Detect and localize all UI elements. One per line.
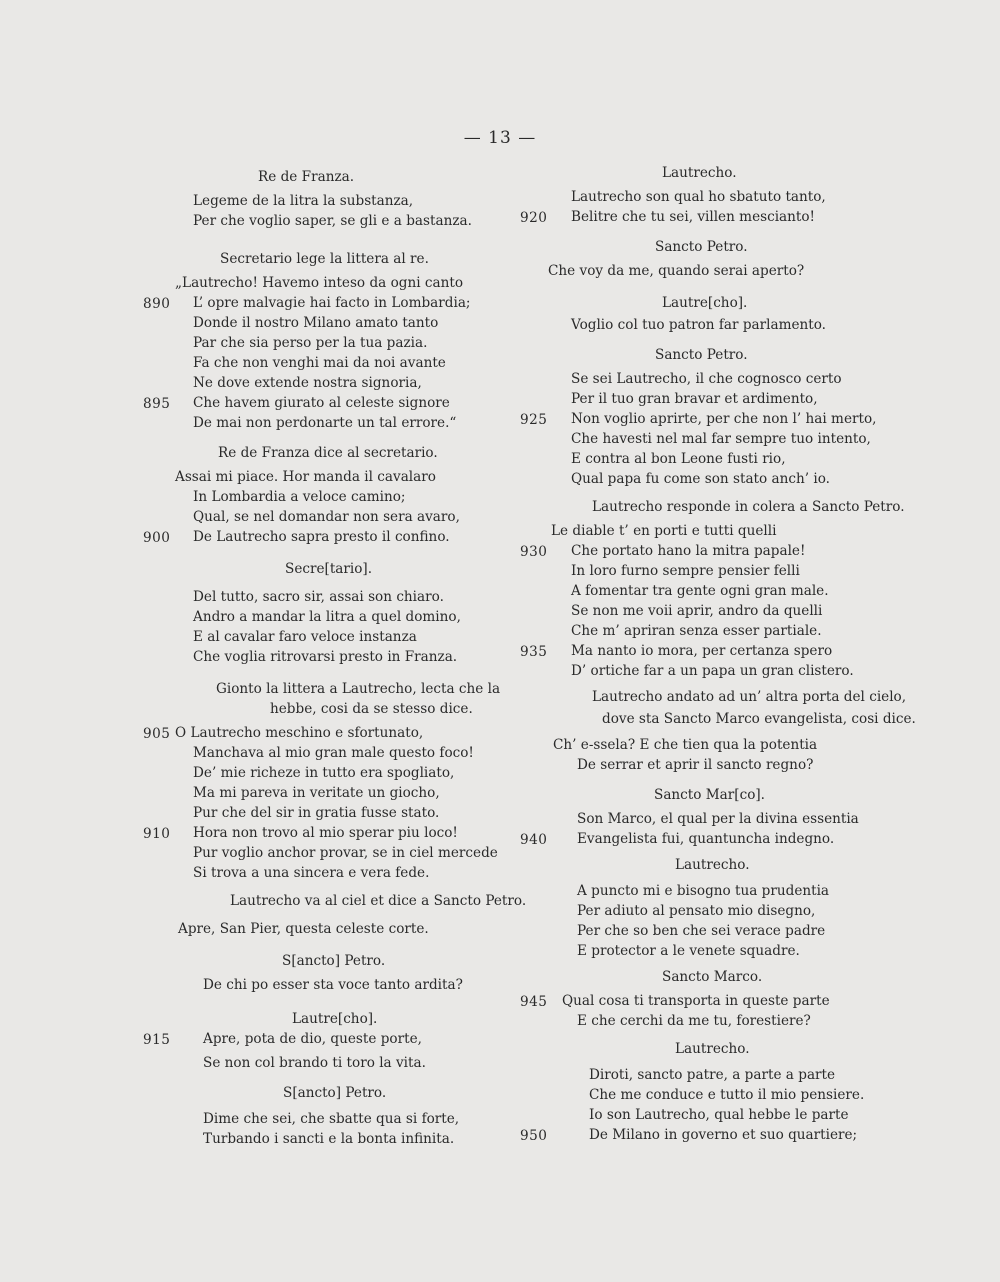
speaker-heading: S[ancto] Petro. bbox=[283, 1085, 387, 1101]
verse-line: De serrar et aprir il sancto regno? bbox=[577, 757, 814, 773]
verse-line: Pur che del sir in gratia fusse stato. bbox=[193, 805, 440, 821]
speaker-heading: Sancto Marco. bbox=[662, 969, 763, 985]
verse-line: Manchava al mio gran male questo foco! bbox=[193, 745, 474, 761]
line-number: 895 bbox=[143, 396, 171, 412]
verse-line: L’ opre malvagie hai facto in Lombardia; bbox=[193, 295, 471, 311]
verse-line: D’ ortiche far a un papa un gran clistero. bbox=[571, 663, 854, 679]
verse-line: Evangelista fui, quantuncha indegno. bbox=[577, 831, 835, 847]
page-number: — 13 — bbox=[463, 128, 537, 148]
speaker-heading: S[ancto] Petro. bbox=[282, 953, 386, 969]
verse-line: Per che so ben che sei verace padre bbox=[577, 923, 826, 939]
speaker-heading: Sancto Mar[co]. bbox=[654, 787, 766, 803]
speaker-heading: dove sta Sancto Marco evangelista, cosi dice. bbox=[602, 711, 916, 727]
speaker-heading: Sancto Petro. bbox=[655, 239, 748, 255]
verse-line: Le diable t’ en porti e tutti quelli bbox=[551, 523, 777, 539]
verse-line: Andro a mandar la litra a quel domino, bbox=[193, 609, 461, 625]
verse-line: Ch’ e-ssela? E che tien qua la potentia bbox=[553, 737, 818, 753]
verse-line: Assai mi piace. Hor manda il cavalaro bbox=[175, 469, 436, 485]
verse-line: E al cavalar faro veloce instanza bbox=[193, 629, 417, 645]
verse-line: Belitre che tu sei, villen mescianto! bbox=[571, 209, 816, 225]
verse-line: Qual, se nel domandar non sera avaro, bbox=[193, 509, 460, 525]
verse-line: Per il tuo gran bravar et ardimento, bbox=[571, 391, 818, 407]
verse-line: De mai non perdonarte un tal errore.“ bbox=[193, 415, 457, 431]
verse-line: Che me conduce e tutto il mio pensiere. bbox=[589, 1087, 865, 1103]
verse-line: Donde il nostro Milano amato tanto bbox=[193, 315, 439, 331]
verse-line: Che havesti nel mal far sempre tuo intento, bbox=[571, 431, 871, 447]
verse-line: In loro furno sempre pensier felli bbox=[571, 563, 800, 579]
verse-line: Io son Lautrecho, qual hebbe le parte bbox=[589, 1107, 849, 1123]
verse-line: De’ mie richeze in tutto era spogliato, bbox=[193, 765, 455, 781]
verse-line: E protector a le venete squadre. bbox=[577, 943, 800, 959]
verse-line: Turbando i sancti e la bonta infinita. bbox=[203, 1131, 455, 1147]
verse-line: Pur voglio anchor provar, se in ciel mercede bbox=[193, 845, 498, 861]
verse-line: Fa che non venghi mai da noi avante bbox=[193, 355, 446, 371]
verse-line: Apre, pota de dio, queste porte, bbox=[203, 1031, 422, 1047]
verse-line: O Lautrecho meschino e sfortunato, bbox=[175, 725, 424, 741]
speaker-heading: Re de Franza. bbox=[258, 169, 355, 185]
verse-line: Apre, San Pier, questa celeste corte. bbox=[178, 921, 429, 937]
verse-line: Se non me voii aprir, andro da quelli bbox=[571, 603, 823, 619]
verse-line: Che m’ apriran senza esser partiale. bbox=[571, 623, 822, 639]
verse-line: „Lautrecho! Havemo inteso da ogni canto bbox=[175, 275, 463, 291]
verse-line: A puncto mi e bisogno tua prudentia bbox=[577, 883, 830, 899]
line-number: 900 bbox=[143, 530, 171, 546]
line-number: 905 bbox=[143, 726, 171, 742]
verse-line: Che voy da me, quando serai aperto? bbox=[548, 263, 805, 279]
speaker-heading: Secretario lege la littera al re. bbox=[220, 251, 429, 267]
verse-line: Se sei Lautrecho, il che cognosco certo bbox=[571, 371, 842, 387]
verse-line: In Lombardia a veloce camino; bbox=[193, 489, 406, 505]
verse-line: Voglio col tuo patron far parlamento. bbox=[571, 317, 827, 333]
line-number: 935 bbox=[520, 644, 548, 660]
verse-line: Qual papa fu come son stato anch’ io. bbox=[571, 471, 830, 487]
speaker-heading: Lautrecho andato ad un’ altra porta del cielo, bbox=[592, 689, 907, 705]
verse-line: De Milano in governo et suo quartiere; bbox=[589, 1127, 858, 1143]
verse-line: Se non col brando ti toro la vita. bbox=[203, 1055, 426, 1071]
line-number: 920 bbox=[520, 210, 548, 226]
speaker-heading: Lautrecho va al ciel et dice a Sancto Petro. bbox=[230, 893, 527, 909]
line-number: 915 bbox=[143, 1032, 171, 1048]
verse-line: Son Marco, el qual per la divina essentia bbox=[577, 811, 859, 827]
speaker-heading: Lautrecho. bbox=[675, 1041, 750, 1057]
verse-line: Diroti, sancto patre, a parte a parte bbox=[589, 1067, 836, 1083]
speaker-heading: Lautrecho responde in colera a Sancto Petro. bbox=[592, 499, 905, 515]
verse-line: Dime che sei, che sbatte qua si forte, bbox=[203, 1111, 460, 1127]
speaker-heading: Lautrecho. bbox=[675, 857, 750, 873]
verse-line: Hora non trovo al mio sperar piu loco! bbox=[193, 825, 458, 841]
verse-line: Del tutto, sacro sir, assai son chiaro. bbox=[193, 589, 444, 605]
verse-line: Qual cosa ti transporta in queste parte bbox=[562, 993, 830, 1009]
verse-line: Per adiuto al pensato mio disegno, bbox=[577, 903, 816, 919]
speaker-heading: Secre[tario]. bbox=[285, 561, 373, 577]
speaker-heading: Gionto la littera a Lautrecho, lecta che la bbox=[216, 681, 501, 697]
verse-line: Si trova a una sincera e vera fede. bbox=[193, 865, 430, 881]
speaker-heading: hebbe, cosi da se stesso dice. bbox=[270, 701, 473, 717]
verse-line: Par che sia perso per la tua pazia. bbox=[193, 335, 428, 351]
line-number: 925 bbox=[520, 412, 548, 428]
line-number: 890 bbox=[143, 296, 171, 312]
verse-line: Ne dove extende nostra signoria, bbox=[193, 375, 422, 391]
speaker-heading: Sancto Petro. bbox=[655, 347, 748, 363]
verse-line: Non voglio aprirte, per che non l’ hai merto, bbox=[571, 411, 877, 427]
line-number: 930 bbox=[520, 544, 548, 560]
speaker-heading: Lautrecho. bbox=[662, 165, 737, 181]
verse-line: Legeme de la litra la substanza, bbox=[193, 193, 414, 209]
verse-line: Che havem giurato al celeste signore bbox=[193, 395, 450, 411]
speaker-heading: Re de Franza dice al secretario. bbox=[218, 445, 438, 461]
verse-line: Che portato hano la mitra papale! bbox=[571, 543, 806, 559]
verse-line: Che voglia ritrovarsi presto in Franza. bbox=[193, 649, 458, 665]
line-number: 945 bbox=[520, 994, 548, 1010]
line-number: 910 bbox=[143, 826, 171, 842]
speaker-heading: Lautre[cho]. bbox=[662, 295, 748, 311]
verse-line: Lautrecho son qual ho sbatuto tanto, bbox=[571, 189, 826, 205]
speaker-heading: Lautre[cho]. bbox=[292, 1011, 378, 1027]
verse-line: E che cerchi da me tu, forestiere? bbox=[577, 1013, 811, 1029]
line-number: 940 bbox=[520, 832, 548, 848]
verse-line: De Lautrecho sapra presto il confino. bbox=[193, 529, 450, 545]
verse-line: De chi po esser sta voce tanto ardita? bbox=[203, 977, 463, 993]
verse-line: Per che voglio saper, se gli e a bastanza. bbox=[193, 213, 472, 229]
verse-line: E contra al bon Leone fusti rio, bbox=[571, 451, 786, 467]
verse-line: Ma nanto io mora, per certanza spero bbox=[571, 643, 833, 659]
verse-line: Ma mi pareva in veritate un giocho, bbox=[193, 785, 440, 801]
verse-line: A fomentar tra gente ogni gran male. bbox=[571, 583, 829, 599]
line-number: 950 bbox=[520, 1128, 548, 1144]
